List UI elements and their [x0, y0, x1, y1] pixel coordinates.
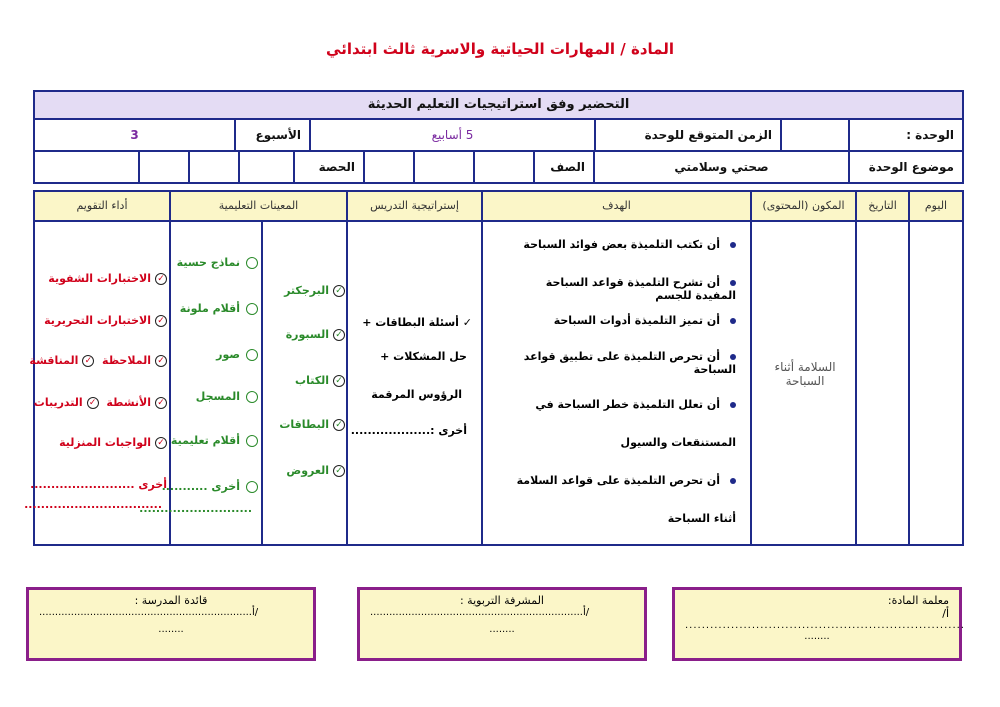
circle-icon	[246, 435, 258, 447]
divider	[346, 192, 348, 544]
strategy-4: أخرى :...................	[350, 424, 467, 437]
assess-written[interactable]: ✓الاختبارات التحريرية	[44, 314, 167, 327]
aid-cards[interactable]: ✓البطاقات	[279, 418, 345, 431]
class-label: الصف	[533, 152, 593, 182]
header-row-2	[33, 152, 964, 184]
col-strategy: إستراتيجية التدريس	[348, 192, 481, 222]
strategy-1: ✓ أسئلة البطاقات +	[362, 316, 472, 329]
check-icon: ✓	[462, 316, 472, 329]
checked-circle-icon: ✓	[155, 355, 167, 367]
page-title: المادة / المهارات الحياتية والاسرية ثالث ابتدائي	[326, 40, 674, 58]
divider	[855, 192, 857, 544]
teacher-dots-short: ........	[804, 631, 830, 642]
topic-value: صحتي وسلامتي	[593, 152, 848, 182]
goal-item: أن تحرص التلميذة على قواعد السلامة أثناء السباحة	[516, 474, 736, 525]
duration-value: 5 أسابيع	[309, 120, 594, 150]
principal-signature-box[interactable]	[26, 587, 316, 661]
class-cell-1[interactable]	[473, 152, 533, 182]
assess-activities[interactable]: ✓الأنشطة ✓التدريبات	[34, 396, 167, 409]
header-band: التحضير وفق استراتيجيات التعليم الحديثة	[33, 90, 964, 120]
aid-edu-pens[interactable]: أقلام تعليمية	[171, 434, 258, 447]
assess-homework[interactable]: ✓الواجبات المنزلية	[59, 436, 167, 449]
checked-circle-icon: ✓	[333, 285, 345, 297]
assess-other-line: .................................	[24, 498, 162, 511]
checked-circle-icon: ✓	[155, 397, 167, 409]
strategy-3: الرؤوس المرقمة	[371, 388, 462, 401]
col-assessment: أداء التقويم	[35, 192, 169, 222]
principal-dots-short: ........	[158, 624, 184, 635]
divider	[481, 192, 483, 544]
class-cell-2[interactable]	[413, 152, 473, 182]
circle-icon	[246, 303, 258, 315]
aid-recorder[interactable]: المسجل	[196, 390, 258, 403]
supervisor-signature-box[interactable]	[357, 587, 647, 661]
aid-color-pens[interactable]: أقلام ملونة	[180, 302, 258, 315]
week-value: 3	[130, 128, 139, 142]
period-cell-2[interactable]	[188, 152, 238, 182]
circle-icon	[246, 257, 258, 269]
goal-item: أن تحرص التلميذة على تطبيق قواعد السباحة	[523, 350, 736, 376]
checked-circle-icon: ✓	[333, 465, 345, 477]
aid-board[interactable]: ✓السبورة	[286, 328, 345, 341]
checked-circle-icon: ✓	[155, 315, 167, 327]
lesson-table	[24, 190, 964, 546]
aid-presentations[interactable]: ✓العروض	[286, 464, 345, 477]
goal-item: أن تعلل التلميذة خطر السباحة في المستنقعات والسيول	[535, 398, 736, 449]
teacher-label: معلمة المادة:	[887, 594, 949, 607]
supervisor-dots-short: ........	[489, 624, 515, 635]
circle-icon	[246, 481, 258, 493]
supervisor-label: المشرفة التربوية :	[459, 594, 544, 607]
aid-pictures[interactable]: صور	[216, 348, 258, 361]
principal-label: قائدة المدرسة :	[134, 594, 208, 607]
aid-other[interactable]: أخرى ...........	[162, 480, 258, 493]
strategy-2: حل المشكلات +	[380, 350, 467, 363]
header-row-1	[33, 120, 964, 152]
topic-label: موضوع الوحدة	[848, 152, 962, 182]
period-label: الحصة	[293, 152, 363, 182]
checked-circle-icon: ✓	[333, 329, 345, 341]
goal-item: أن تميز التلميذة أدوات السباحة	[506, 314, 736, 327]
teacher-dots: ...................................................................	[685, 620, 965, 631]
aid-models[interactable]: نماذج حسية	[177, 256, 258, 269]
checked-circle-icon: ✓	[155, 437, 167, 449]
class-cell-3[interactable]	[363, 152, 413, 182]
checked-circle-icon: ✓	[87, 397, 99, 409]
checked-circle-icon: ✓	[155, 273, 167, 285]
content-text: السلامة أثناء السباحة	[774, 360, 836, 388]
week-label: الأسبوع	[234, 120, 309, 150]
period-cell-3[interactable]	[138, 152, 188, 182]
checked-circle-icon: ✓	[333, 375, 345, 387]
aid-projector[interactable]: ✓البرجكتر	[284, 284, 345, 297]
col-day: اليوم	[910, 192, 962, 222]
unit-value[interactable]	[780, 120, 848, 150]
teacher-signature-box[interactable]	[672, 587, 965, 661]
supervisor-line: ...................................................................أ/	[370, 607, 590, 618]
col-goal: الهدف	[483, 192, 750, 222]
col-content: المكون (المحتوى)	[752, 192, 855, 222]
circle-icon	[246, 391, 258, 403]
period-cell-4[interactable]	[85, 152, 138, 182]
teacher-prefix: أ/	[942, 607, 949, 620]
assess-oral[interactable]: ✓الاختبارات الشفوية	[48, 272, 167, 285]
assess-other: أخرى .........................	[30, 478, 167, 491]
col-date: التاريخ	[857, 192, 908, 222]
duration-label: الزمن المتوقع للوحدة	[594, 120, 780, 150]
unit-label: الوحدة :	[848, 120, 962, 150]
circle-icon	[246, 349, 258, 361]
assess-observation[interactable]: ✓الملاحظة ✓المناقشة	[29, 354, 167, 367]
goal-item: أن تكتب التلميذة بعض فوائد السباحة	[506, 238, 736, 251]
checked-circle-icon: ✓	[82, 355, 94, 367]
period-cell-1[interactable]	[238, 152, 293, 182]
goal-item: أن تشرح التلميذة قواعد السباحة المفيدة للجسم	[545, 276, 736, 302]
checked-circle-icon: ✓	[333, 419, 345, 431]
divider	[908, 192, 910, 544]
divider	[750, 192, 752, 544]
aid-other-line: ...........................	[139, 502, 252, 515]
principal-line: ...................................................................أ/	[39, 607, 259, 618]
aid-book[interactable]: ✓الكتاب	[295, 374, 345, 387]
divider	[261, 222, 263, 544]
col-aids: المعينات التعليمية	[171, 192, 346, 222]
